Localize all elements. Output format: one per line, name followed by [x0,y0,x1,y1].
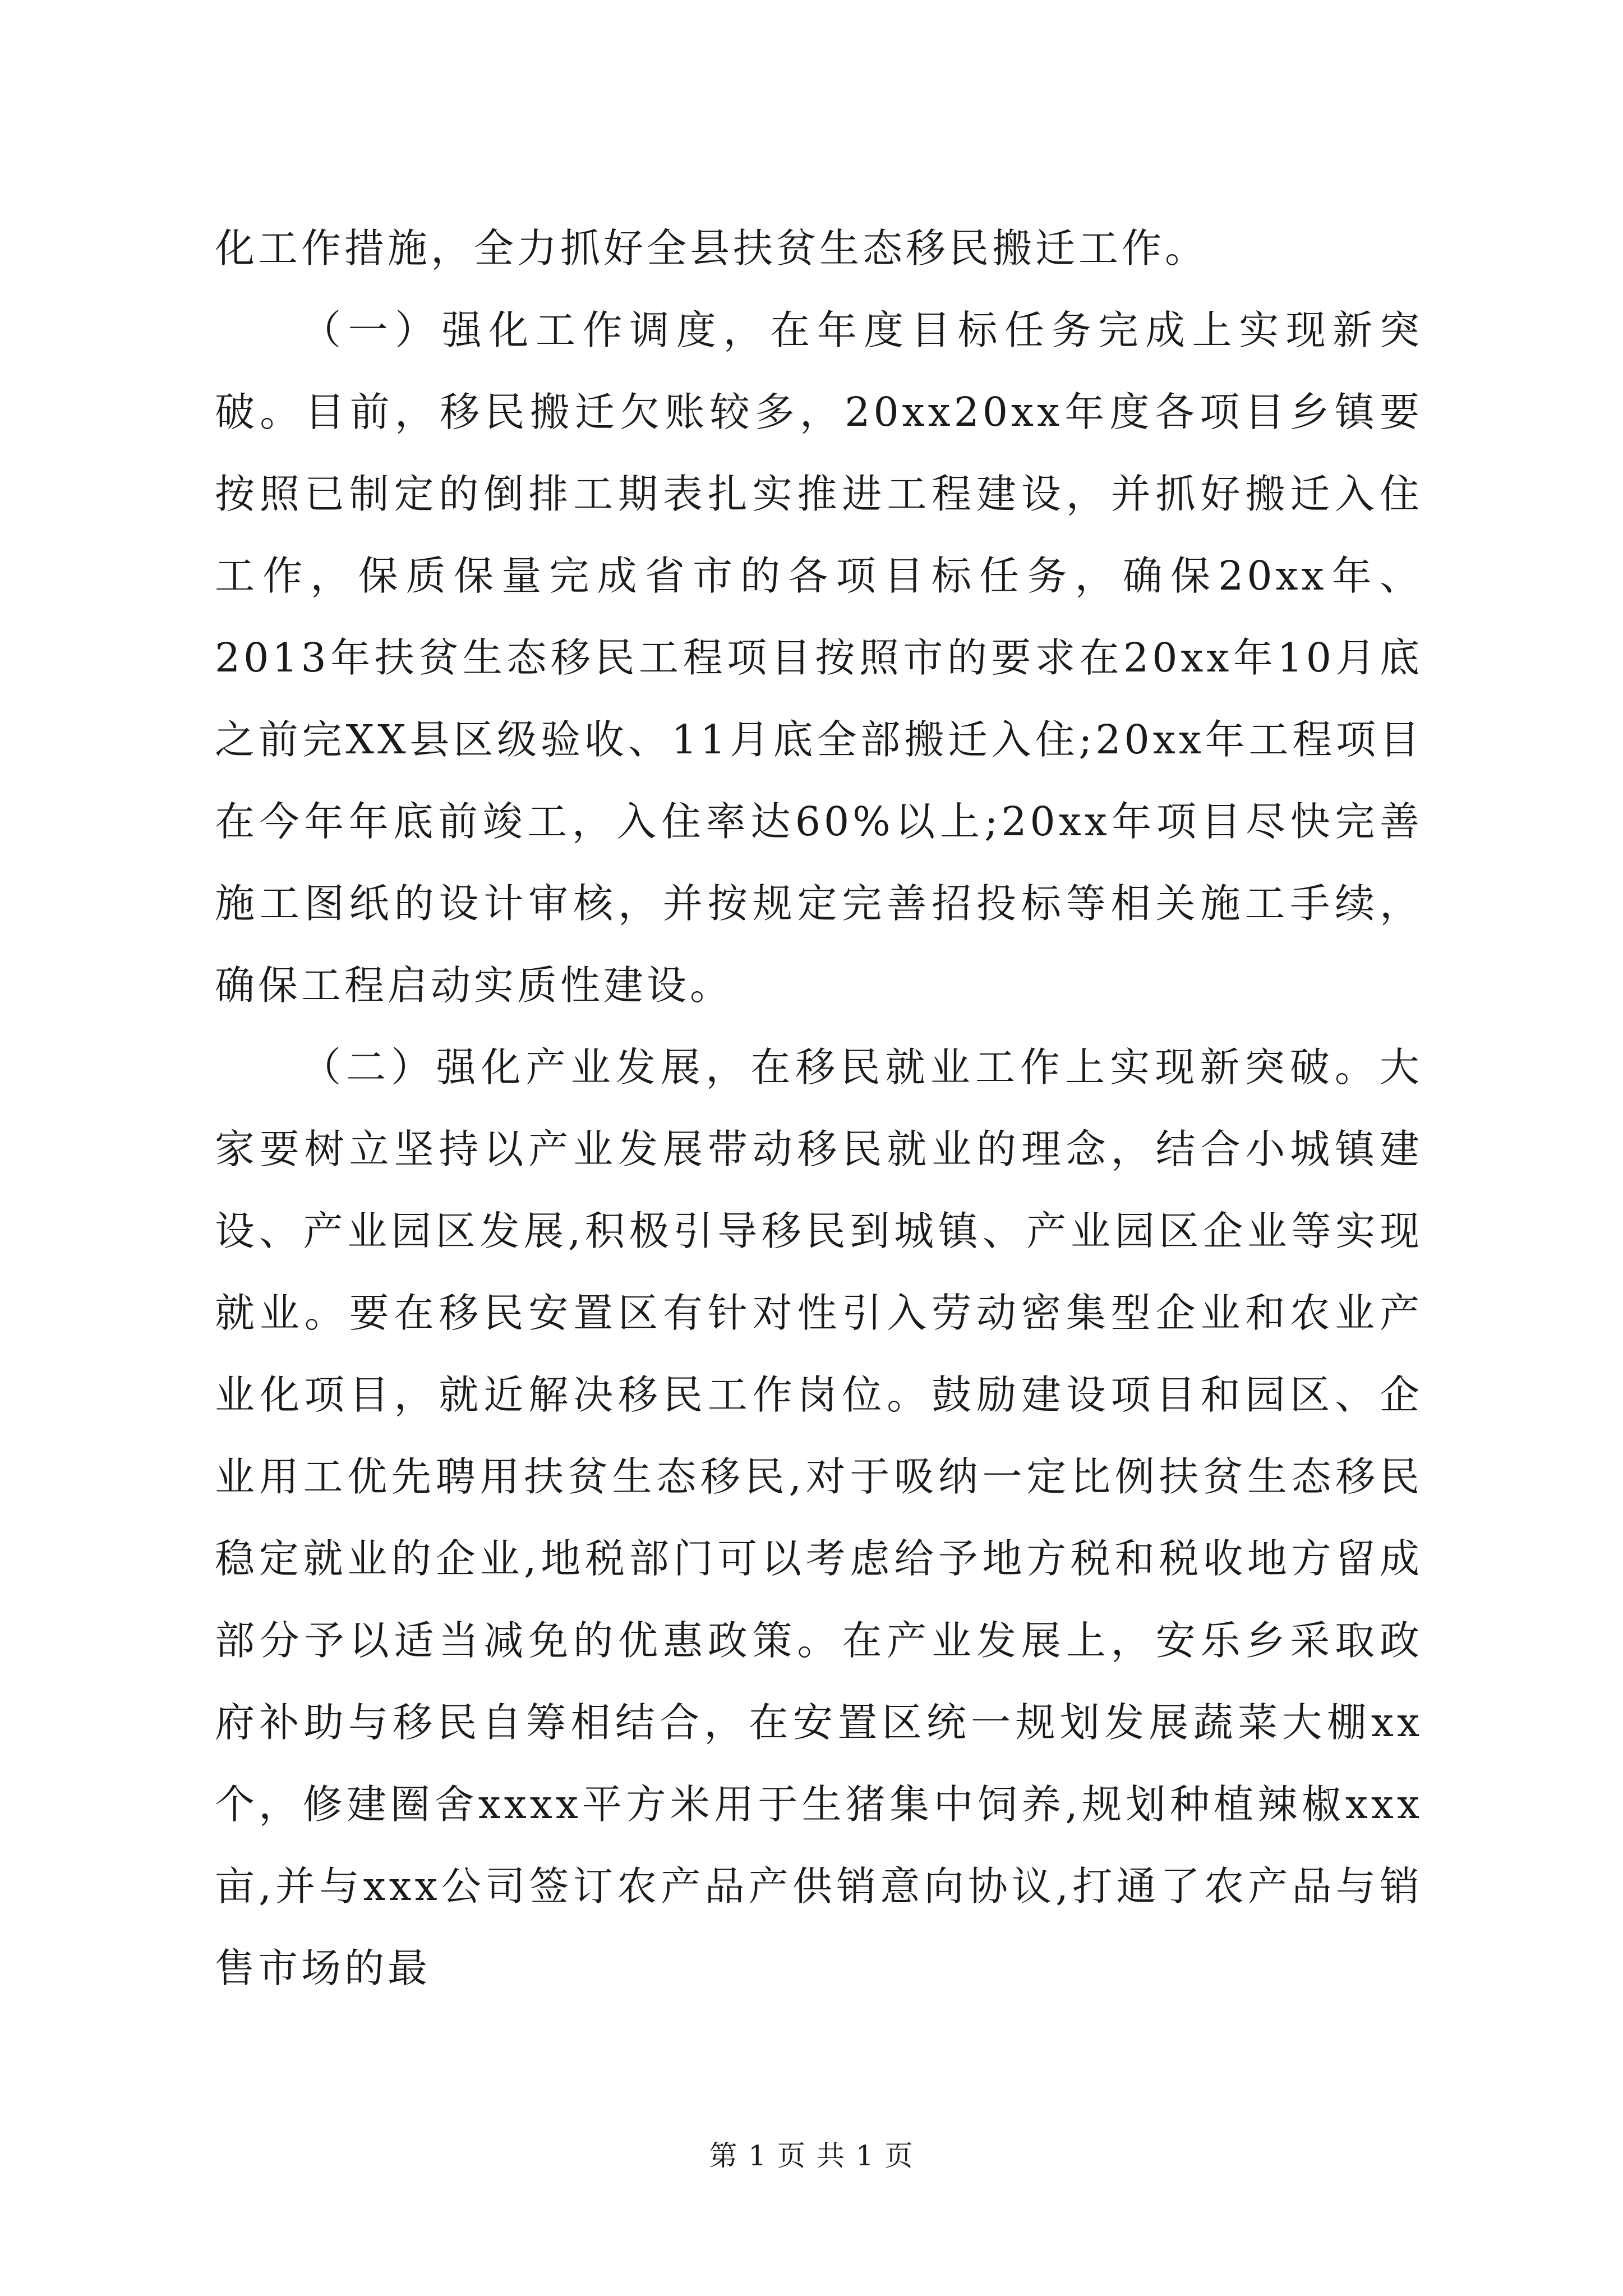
document-body [215,208,1423,2009]
paragraph-section-two: （二）强化产业发展，在移民就业工作上实现新突破。大家要树立坚持以产业发展带动移民就业的理念，结合小城镇建设、产业园区发展,积极引导移民到城镇、产业园区企业等实现就业。要在移民安置区有针对性引入劳动密集型企业和农业产业化项目，就近解决移民工作岗位。鼓励建设项目和园区、企业用工优先聘用扶贫生态移民,对于吸纳一定比例扶贫生态移民稳定就业的企业,地税部门可以考虑给予地方税和税收地方留成部分予以适当减免的优惠政策。在产业发展上，安乐乡采取政府补助与移民自筹相结合，在安置区统一规划发展蔬菜大棚xx个，修建圈舍xxxx平方米用于生猪集中饲养,规划种植辣椒xxx亩,并与xxx公司签订农产品产供销意向协议,打通了农产品与销售市场的最 [215,1044,1423,1991]
page-footer: 第 1 页 共 1 页 [709,2139,914,2172]
paragraph-section-one: （一）强化工作调度，在年度目标任务完成上实现新突破。目前，移民搬迁欠账较多，20xx20xx年度各项目乡镇要按照已制定的倒排工期表扎实推进工程建设，并抓好搬迁入住工作，保质保量完成省市的各项目标任务，确保20xx年、2013年扶贫生态移民工程项目按照市的要求在20xx年10月底之前完XX县区级验收、11月底全部搬迁入住;20xx年工程项目在今年年底前竣工，入住率达60%以上;20xx年项目尽快完善施工图纸的设计审核，并按规定完善招投标等相关施工手续，确保工程启动实质性建设。 [215,307,1423,1009]
paragraph-continuation: 化工作措施，全力抓好全县扶贫生态移民搬迁工作。 [215,225,1209,272]
